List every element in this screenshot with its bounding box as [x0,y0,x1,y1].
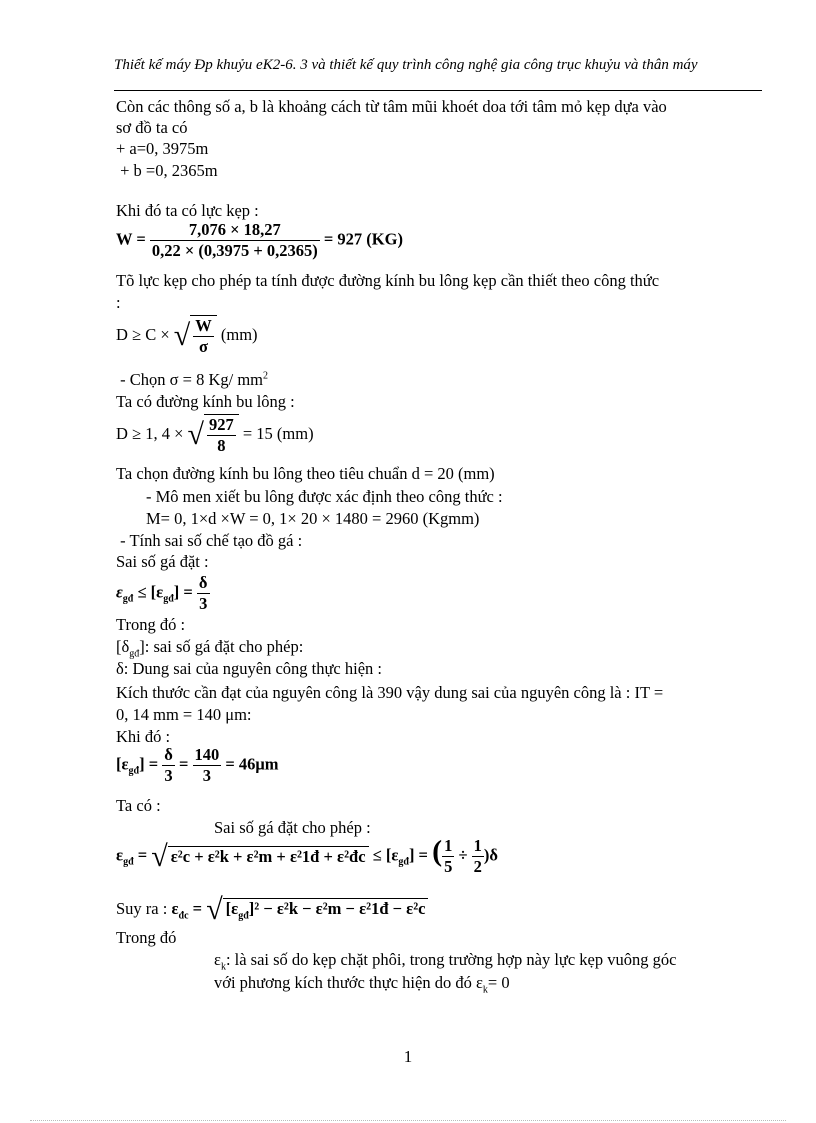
formula-eps2: $[\varepsilon_{gđ}]$ = $\frac{\delta}{3}$ = $\frac{140}{3}$ = 46μm [116,745,279,785]
text-line: M= 0, 1×d ×W = 0, 1× 20 × 1480 = 2960 (Kgmm) [146,509,480,528]
text-line: 0, 14 mm = 140 μm: [116,705,252,724]
text-line: Trong đó [116,928,177,947]
text-line: - Mô men xiết bu lông được xác định theo công thức : [146,487,503,506]
formula-big: $\varepsilon_{gđ}$ = √ ε²c + ε²k + ε²m + ε²1đ + ε²đc ≤ $[\varepsilon_{gđ}]$ = ( $\frac{1}{5}$ ÷ $\frac{1}{2}$ )δ [116,834,498,876]
text-line: Ta có đường kính bu lông : [116,392,295,411]
text-line: - Chọn σ = 8 Kg/ $mm^2$ [116,370,268,389]
footer-rule [30,1120,786,1121]
formula-d: D ≥ C × √ $\frac{W}{\sigma}$ (mm) [116,316,258,356]
text-line: Ta chọn đường kính bu lông theo tiêu chuẩn d = 20 (mm) [116,464,495,483]
text-line: Còn các thông số a, b là khoảng cách từ tâm mũi khoét doa tới tâm mỏ kẹp dựa vào [116,97,667,116]
text-line: Khi đó ta có lực kẹp : [116,201,259,220]
text-line: $[\delta_{gđ}]$: sai số gá đặt cho phép: [116,637,304,660]
header-rule [114,90,762,91]
text-line: Khi đó : [116,727,171,746]
page-number: 1 [403,1047,413,1066]
text-line: Trong đó : [116,615,186,634]
text-line: Tõ lực kẹp cho phép ta tính được đường kính bu lông kẹp cần thiết theo công thức [116,271,660,290]
text-line: δ: Dung sai của nguyên công thực hiện : [116,659,382,678]
page-header: Thiết kế máy Đp khuỷu eK2-6. 3 và thiết kế quy trình công nghệ gia công trục khuỷu và thân máy [114,57,698,73]
text-line: + a=0, 3975m [116,139,209,158]
formula-w: W = $\frac{7,076 \times 18,27}{0,22 \times (0,3975 + 0,2365)}$ = 927 (KG) [116,220,403,260]
text-line: sơ đồ ta có [116,118,188,137]
text-line: - Tính sai số chế tạo đồ gá : [116,531,303,550]
text-line: Sai số gá đặt : [116,552,209,571]
text-line: Kích thước cần đạt của nguyên công là 390 vậy dung sai của nguyên công là : IT = [116,683,664,702]
text-line: $\varepsilon_k$: là sai số do kẹp chặt phôi, trong trường hợp này lực kẹp vuông góc [214,950,677,973]
formula-eps: $\varepsilon_{gđ} \le [\varepsilon_{gđ}]$ = $\frac{\delta}{3}$ [116,573,208,613]
text-line: + b =0, 2365m [116,161,218,180]
text-line: Sai số gá đặt cho phép : [214,818,371,837]
formula-d2: D ≥ 1, 4 × √ $\frac{927}{8}$ = 15 (mm) [116,415,314,455]
text-line: : [116,293,121,312]
formula-suy-ra: Suy ra : $\varepsilon_{đc}$ = √ $[\varepsilon_{gđ}]^2 - \varepsilon^2k - \varepsilon^2m$ − ε²1đ − ε²c [116,895,428,925]
text-line: Ta có : [116,796,161,815]
text-line: với phương kích thước thực hiện do đó $\varepsilon_k= 0$ [214,973,510,996]
